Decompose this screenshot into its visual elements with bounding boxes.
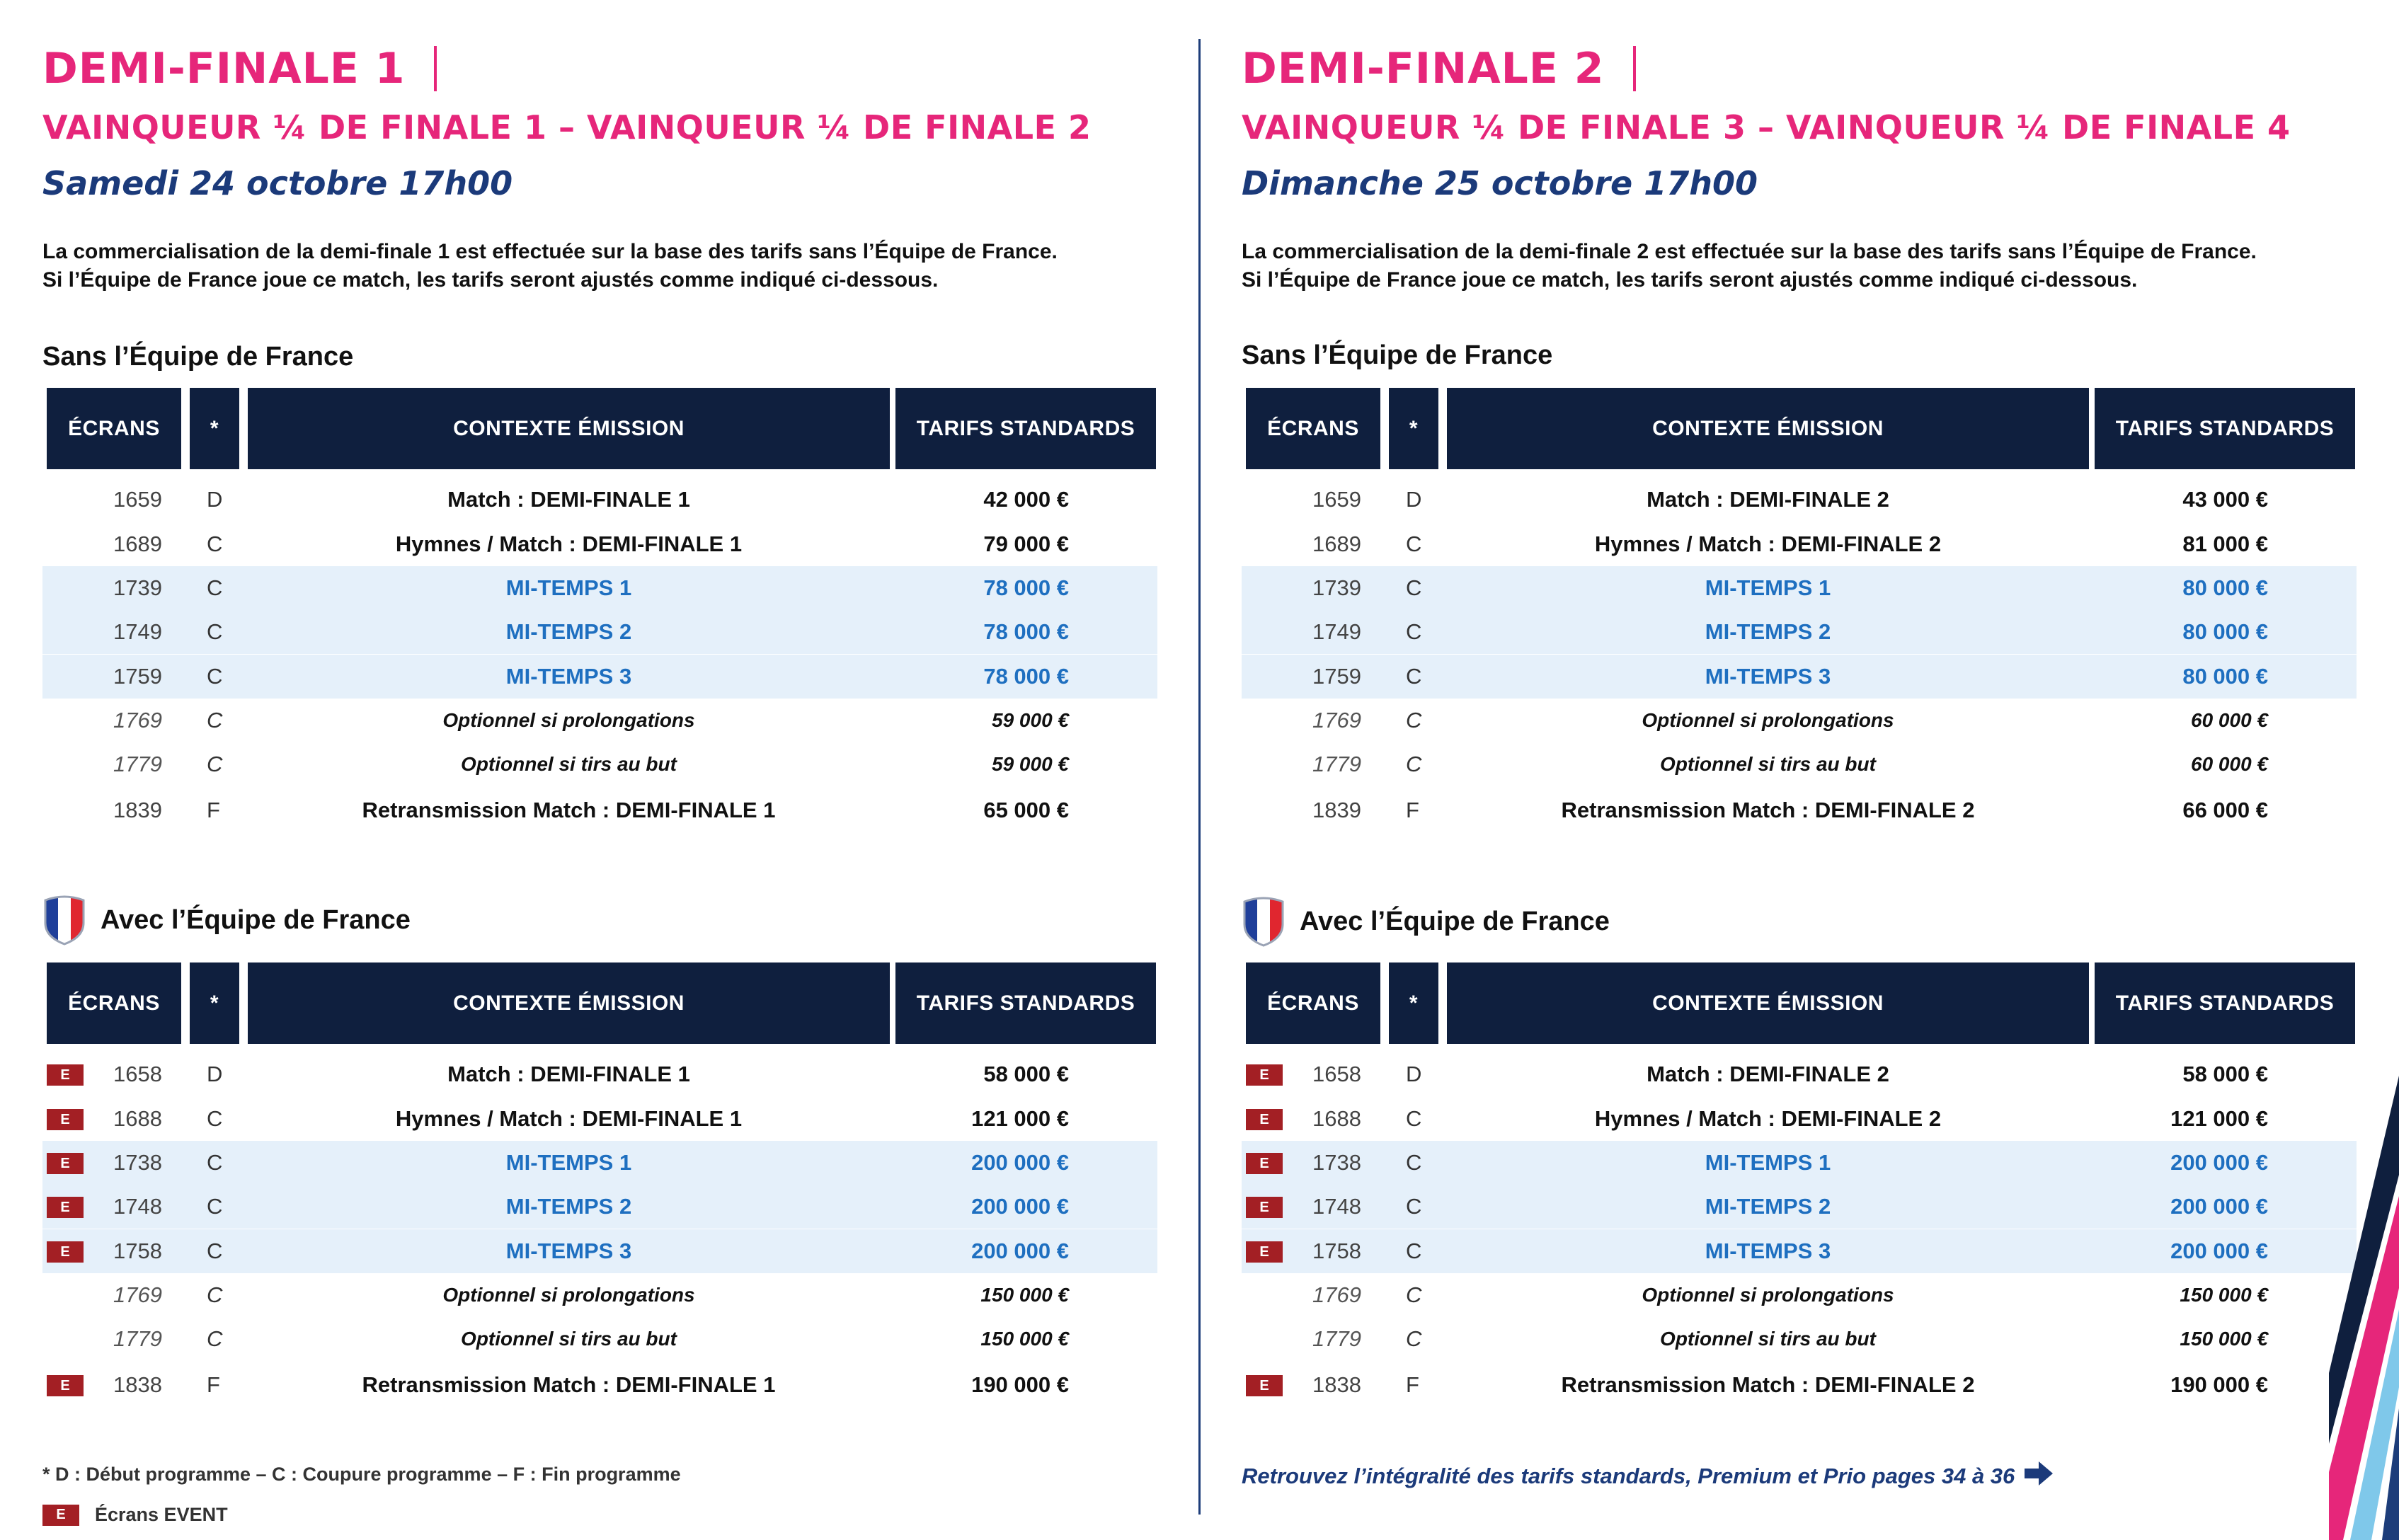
event-badge: E bbox=[42, 1505, 79, 1526]
standard-price: 150 000 € bbox=[980, 1328, 1069, 1350]
standard-price: 42 000 € bbox=[983, 487, 1069, 512]
event-badge: E bbox=[47, 1109, 84, 1130]
table-row bbox=[1242, 788, 2357, 832]
column-header: ÉCRANS bbox=[1246, 962, 1380, 1044]
break-type: C bbox=[1406, 531, 1422, 556]
table-row bbox=[42, 478, 1157, 522]
column-header: * bbox=[1389, 388, 1438, 469]
break-type: C bbox=[1406, 708, 1422, 732]
footnote: * D : Début programme – C : Coupure programme – F : Fin programme bbox=[42, 1464, 681, 1485]
column-header: CONTEXTE ÉMISSION bbox=[248, 962, 890, 1044]
screen-code: 1738 bbox=[1312, 1150, 1361, 1175]
match-date: Samedi 24 octobre 17h00 bbox=[42, 164, 513, 202]
table-row bbox=[42, 610, 1157, 654]
standard-price: 80 000 € bbox=[2182, 619, 2268, 644]
broadcast-context: Match : DEMI-FINALE 1 bbox=[447, 1062, 690, 1086]
break-type: D bbox=[1406, 1062, 1422, 1086]
section-title-without-france bbox=[1242, 340, 1552, 371]
table-row bbox=[1242, 566, 2357, 610]
standard-price: 78 000 € bbox=[983, 664, 1069, 689]
event-badge: E bbox=[47, 1153, 84, 1174]
intro-line: La commercialisation de la demi-finale 1 est effectuée sur la base des tarifs sans l’Équipe de France. bbox=[42, 240, 1058, 263]
column-header: ÉCRANS bbox=[47, 962, 181, 1044]
break-type: C bbox=[207, 575, 223, 600]
break-type: C bbox=[1406, 1282, 1422, 1307]
broadcast-context: MI-TEMPS 1 bbox=[505, 1150, 632, 1175]
screen-code: 1769 bbox=[1312, 1282, 1361, 1307]
screen-code: 1689 bbox=[1312, 531, 1361, 556]
table-row bbox=[42, 566, 1157, 610]
table-row bbox=[1242, 1229, 2357, 1273]
column-header: CONTEXTE ÉMISSION bbox=[1447, 388, 2089, 469]
break-type: C bbox=[1406, 664, 1422, 689]
column-header: * bbox=[190, 962, 239, 1044]
broadcast-context: Optionnel si prolongations bbox=[1642, 1284, 1894, 1306]
section-title-without-france bbox=[42, 342, 353, 372]
broadcast-context: MI-TEMPS 1 bbox=[1705, 1150, 1831, 1175]
table-row bbox=[42, 699, 1157, 742]
broadcast-context: Match : DEMI-FINALE 2 bbox=[1647, 487, 1889, 512]
standard-price: 79 000 € bbox=[983, 531, 1069, 556]
break-type: C bbox=[207, 1326, 223, 1351]
standard-price: 43 000 € bbox=[2182, 487, 2268, 512]
column-header: TARIFS STANDARDS bbox=[2095, 962, 2355, 1044]
event-badge: E bbox=[1246, 1064, 1283, 1086]
section-title-text: Avec l’Équipe de France bbox=[101, 904, 411, 935]
table-row bbox=[1242, 742, 2357, 786]
column-header: ÉCRANS bbox=[1246, 388, 1380, 469]
intro-line: Si l’Équipe de France joue ce match, les tarifs seront ajustés comme indiqué ci-dessous. bbox=[1242, 268, 2138, 292]
title-text: DEMI-FINALE 2 bbox=[1242, 44, 1605, 93]
table-row bbox=[1242, 1097, 2357, 1141]
broadcast-context: Retransmission Match : DEMI-FINALE 2 bbox=[1561, 1372, 1975, 1397]
broadcast-context: Optionnel si prolongations bbox=[442, 1284, 695, 1306]
break-type: C bbox=[1406, 1106, 1422, 1131]
break-type: D bbox=[1406, 487, 1422, 512]
column-header: CONTEXTE ÉMISSION bbox=[248, 388, 890, 469]
table-header bbox=[1242, 962, 2357, 1044]
match-date: Dimanche 25 octobre 17h00 bbox=[1242, 164, 1758, 202]
screen-code: 1659 bbox=[113, 487, 162, 512]
screen-code: 1758 bbox=[113, 1239, 162, 1263]
break-type: F bbox=[1406, 798, 1419, 822]
table-row bbox=[1242, 522, 2357, 566]
broadcast-context: Retransmission Match : DEMI-FINALE 2 bbox=[1561, 798, 1975, 822]
break-type: C bbox=[207, 1239, 223, 1263]
standard-price: 190 000 € bbox=[971, 1372, 1069, 1397]
break-type: D bbox=[207, 487, 223, 512]
section-title-text: Sans l’Équipe de France bbox=[42, 342, 354, 372]
page-title bbox=[42, 44, 437, 93]
standard-price: 59 000 € bbox=[992, 753, 1069, 775]
standard-price: 80 000 € bbox=[2182, 664, 2268, 689]
broadcast-context: Retransmission Match : DEMI-FINALE 1 bbox=[362, 798, 776, 822]
table-row bbox=[42, 1097, 1157, 1141]
broadcast-context: Hymnes / Match : DEMI-FINALE 2 bbox=[1594, 531, 1942, 556]
broadcast-context: MI-TEMPS 3 bbox=[1705, 1239, 1831, 1263]
break-type: F bbox=[207, 1372, 220, 1397]
screen-code: 1779 bbox=[1312, 1326, 1361, 1351]
event-badge: E bbox=[47, 1375, 84, 1396]
broadcast-context: Hymnes / Match : DEMI-FINALE 2 bbox=[1594, 1106, 1942, 1131]
event-badge: E bbox=[1246, 1197, 1283, 1218]
french-flag-shield-icon bbox=[1242, 896, 1286, 947]
screen-code: 1738 bbox=[113, 1150, 162, 1175]
screen-code: 1748 bbox=[113, 1194, 162, 1219]
table-row bbox=[1242, 1185, 2357, 1229]
broadcast-context: MI-TEMPS 2 bbox=[1705, 1194, 1831, 1219]
standard-price: 80 000 € bbox=[2182, 575, 2268, 600]
screen-code: 1659 bbox=[1312, 487, 1361, 512]
break-type: C bbox=[207, 664, 223, 689]
screen-code: 1839 bbox=[113, 798, 162, 822]
event-badge: E bbox=[1246, 1153, 1283, 1174]
table-row bbox=[1242, 655, 2357, 699]
broadcast-context: Hymnes / Match : DEMI-FINALE 1 bbox=[395, 1106, 743, 1131]
break-type: C bbox=[207, 1282, 223, 1307]
break-type: C bbox=[207, 752, 223, 776]
break-type: C bbox=[1406, 1239, 1422, 1263]
screen-code: 1749 bbox=[1312, 619, 1361, 644]
table-row bbox=[42, 1185, 1157, 1229]
standard-price: 65 000 € bbox=[983, 798, 1069, 822]
table-row bbox=[42, 522, 1157, 566]
title-bar bbox=[434, 46, 437, 91]
table-row bbox=[1242, 610, 2357, 654]
screen-code: 1689 bbox=[113, 531, 162, 556]
screen-code: 1779 bbox=[113, 1326, 162, 1351]
broadcast-context: Match : DEMI-FINALE 2 bbox=[1647, 1062, 1889, 1086]
section-title-with-france bbox=[1242, 896, 1610, 947]
broadcast-context: Optionnel si prolongations bbox=[442, 709, 695, 731]
break-type: C bbox=[1406, 619, 1422, 644]
column-header: TARIFS STANDARDS bbox=[2095, 388, 2355, 469]
break-type: C bbox=[207, 1150, 223, 1175]
intro-line: La commercialisation de la demi-finale 2 est effectuée sur la base des tarifs sans l’Équipe de France. bbox=[1242, 240, 2257, 263]
section-title-with-france bbox=[42, 895, 411, 946]
break-type: C bbox=[207, 619, 223, 644]
broadcast-context: MI-TEMPS 2 bbox=[505, 1194, 632, 1219]
title-text: DEMI-FINALE 1 bbox=[42, 44, 406, 93]
section-title-text: Avec l’Équipe de France bbox=[1300, 906, 1610, 936]
break-type: C bbox=[1406, 1194, 1422, 1219]
screen-code: 1688 bbox=[113, 1106, 162, 1131]
standard-price: 121 000 € bbox=[2170, 1106, 2268, 1131]
standard-price: 150 000 € bbox=[2180, 1328, 2268, 1350]
break-type: F bbox=[207, 798, 220, 822]
intro-text bbox=[42, 238, 1058, 294]
broadcast-context: MI-TEMPS 3 bbox=[1705, 664, 1831, 689]
table-row bbox=[42, 1052, 1157, 1096]
broadcast-context: Match : DEMI-FINALE 1 bbox=[447, 487, 690, 512]
screen-code: 1779 bbox=[1312, 752, 1361, 776]
table-row bbox=[1242, 1317, 2357, 1361]
break-type: C bbox=[1406, 1326, 1422, 1351]
table-header bbox=[42, 962, 1157, 1044]
broadcast-context: Hymnes / Match : DEMI-FINALE 1 bbox=[395, 531, 743, 556]
screen-code: 1769 bbox=[1312, 708, 1361, 732]
table-row bbox=[1242, 1052, 2357, 1096]
broadcast-context: MI-TEMPS 2 bbox=[505, 619, 632, 644]
legend-text: Écrans EVENT bbox=[95, 1504, 228, 1525]
break-type: C bbox=[1406, 1150, 1422, 1175]
screen-code: 1759 bbox=[1312, 664, 1361, 689]
standard-price: 200 000 € bbox=[971, 1239, 1069, 1263]
break-type: C bbox=[207, 1194, 223, 1219]
screen-code: 1779 bbox=[113, 752, 162, 776]
broadcast-context: Optionnel si prolongations bbox=[1642, 709, 1894, 731]
legend bbox=[42, 1504, 228, 1526]
column-header: * bbox=[1389, 962, 1438, 1044]
column-header: TARIFS STANDARDS bbox=[895, 962, 1156, 1044]
screen-code: 1739 bbox=[1312, 575, 1361, 600]
standard-price: 59 000 € bbox=[992, 709, 1069, 731]
column-header: TARIFS STANDARDS bbox=[895, 388, 1156, 469]
standard-price: 200 000 € bbox=[971, 1194, 1069, 1219]
broadcast-context: MI-TEMPS 2 bbox=[1705, 619, 1831, 644]
screen-code: 1739 bbox=[113, 575, 162, 600]
broadcast-context: MI-TEMPS 1 bbox=[1705, 575, 1831, 600]
table-header bbox=[42, 388, 1157, 469]
screen-code: 1658 bbox=[113, 1062, 162, 1086]
link-text: Retrouvez l’intégralité des tarifs standards, Premium et Prio pages 34 à 36 bbox=[1242, 1464, 2015, 1488]
right-column bbox=[1242, 0, 2360, 1540]
table-row bbox=[42, 742, 1157, 786]
table-row bbox=[1242, 1363, 2357, 1407]
break-type: F bbox=[1406, 1372, 1419, 1397]
match-subtitle: VAINQUEUR ¼ DE FINALE 1 – VAINQUEUR ¼ DE FINALE 2 bbox=[42, 108, 1092, 146]
standard-price: 60 000 € bbox=[2191, 709, 2268, 731]
column-header: CONTEXTE ÉMISSION bbox=[1447, 962, 2089, 1044]
standard-price: 58 000 € bbox=[2182, 1062, 2268, 1086]
table-row bbox=[42, 1317, 1157, 1361]
standard-price: 200 000 € bbox=[2170, 1150, 2268, 1175]
event-badge: E bbox=[47, 1241, 84, 1263]
intro-line: Si l’Équipe de France joue ce match, les tarifs seront ajustés comme indiqué ci-dessous. bbox=[42, 268, 939, 292]
screen-code: 1769 bbox=[113, 1282, 162, 1307]
screen-code: 1748 bbox=[1312, 1194, 1361, 1219]
event-badge: E bbox=[1246, 1241, 1283, 1263]
break-type: D bbox=[207, 1062, 223, 1086]
column-divider bbox=[1198, 39, 1201, 1515]
screen-code: 1838 bbox=[113, 1372, 162, 1397]
break-type: C bbox=[207, 1106, 223, 1131]
table-row bbox=[1242, 699, 2357, 742]
event-badge: E bbox=[47, 1064, 84, 1086]
left-column bbox=[42, 0, 1161, 1540]
break-type: C bbox=[207, 531, 223, 556]
table-row bbox=[42, 1273, 1157, 1317]
screen-code: 1839 bbox=[1312, 798, 1361, 822]
screen-code: 1749 bbox=[113, 619, 162, 644]
standard-price: 66 000 € bbox=[2182, 798, 2268, 822]
standard-price: 121 000 € bbox=[971, 1106, 1069, 1131]
screen-code: 1688 bbox=[1312, 1106, 1361, 1131]
standard-price: 190 000 € bbox=[2170, 1372, 2268, 1397]
screen-code: 1759 bbox=[113, 664, 162, 689]
column-header: ÉCRANS bbox=[47, 388, 181, 469]
broadcast-context: Optionnel si tirs au but bbox=[461, 1328, 677, 1350]
broadcast-context: Optionnel si tirs au but bbox=[1660, 1328, 1876, 1350]
table-row bbox=[42, 1363, 1157, 1407]
table-row bbox=[42, 1141, 1157, 1185]
table-header bbox=[1242, 388, 2357, 469]
pricing-pages-link[interactable] bbox=[1242, 1461, 2053, 1491]
screen-code: 1769 bbox=[113, 708, 162, 732]
broadcast-context: Optionnel si tirs au but bbox=[461, 753, 677, 775]
french-flag-shield-icon bbox=[42, 895, 86, 946]
break-type: C bbox=[207, 708, 223, 732]
table-row bbox=[42, 1229, 1157, 1273]
decorative-stripes bbox=[2329, 1076, 2399, 1540]
standard-price: 78 000 € bbox=[983, 575, 1069, 600]
standard-price: 150 000 € bbox=[2180, 1284, 2268, 1306]
column-header: * bbox=[190, 388, 239, 469]
standard-price: 150 000 € bbox=[980, 1284, 1069, 1306]
broadcast-context: Optionnel si tirs au but bbox=[1660, 753, 1876, 775]
break-type: C bbox=[1406, 752, 1422, 776]
table-row bbox=[1242, 1141, 2357, 1185]
intro-text bbox=[1242, 238, 2257, 294]
broadcast-context: MI-TEMPS 3 bbox=[505, 664, 632, 689]
standard-price: 78 000 € bbox=[983, 619, 1069, 644]
screen-code: 1838 bbox=[1312, 1372, 1361, 1397]
title-bar bbox=[1633, 46, 1636, 91]
screen-code: 1658 bbox=[1312, 1062, 1361, 1086]
table-row bbox=[42, 788, 1157, 832]
page-title bbox=[1242, 44, 1636, 93]
arrow-right-icon bbox=[2025, 1461, 2053, 1491]
broadcast-context: MI-TEMPS 1 bbox=[505, 575, 632, 600]
event-badge: E bbox=[1246, 1375, 1283, 1396]
standard-price: 81 000 € bbox=[2182, 531, 2268, 556]
standard-price: 58 000 € bbox=[983, 1062, 1069, 1086]
break-type: C bbox=[1406, 575, 1422, 600]
table-row bbox=[42, 655, 1157, 699]
event-badge: E bbox=[47, 1197, 84, 1218]
table-row bbox=[1242, 478, 2357, 522]
broadcast-context: MI-TEMPS 3 bbox=[505, 1239, 632, 1263]
standard-price: 200 000 € bbox=[2170, 1239, 2268, 1263]
section-title-text: Sans l’Équipe de France bbox=[1242, 340, 1553, 370]
broadcast-context: Retransmission Match : DEMI-FINALE 1 bbox=[362, 1372, 776, 1397]
standard-price: 200 000 € bbox=[2170, 1194, 2268, 1219]
standard-price: 200 000 € bbox=[971, 1150, 1069, 1175]
match-subtitle: VAINQUEUR ¼ DE FINALE 3 – VAINQUEUR ¼ DE FINALE 4 bbox=[1242, 108, 2291, 146]
event-badge: E bbox=[1246, 1109, 1283, 1130]
standard-price: 60 000 € bbox=[2191, 753, 2268, 775]
screen-code: 1758 bbox=[1312, 1239, 1361, 1263]
table-row bbox=[1242, 1273, 2357, 1317]
